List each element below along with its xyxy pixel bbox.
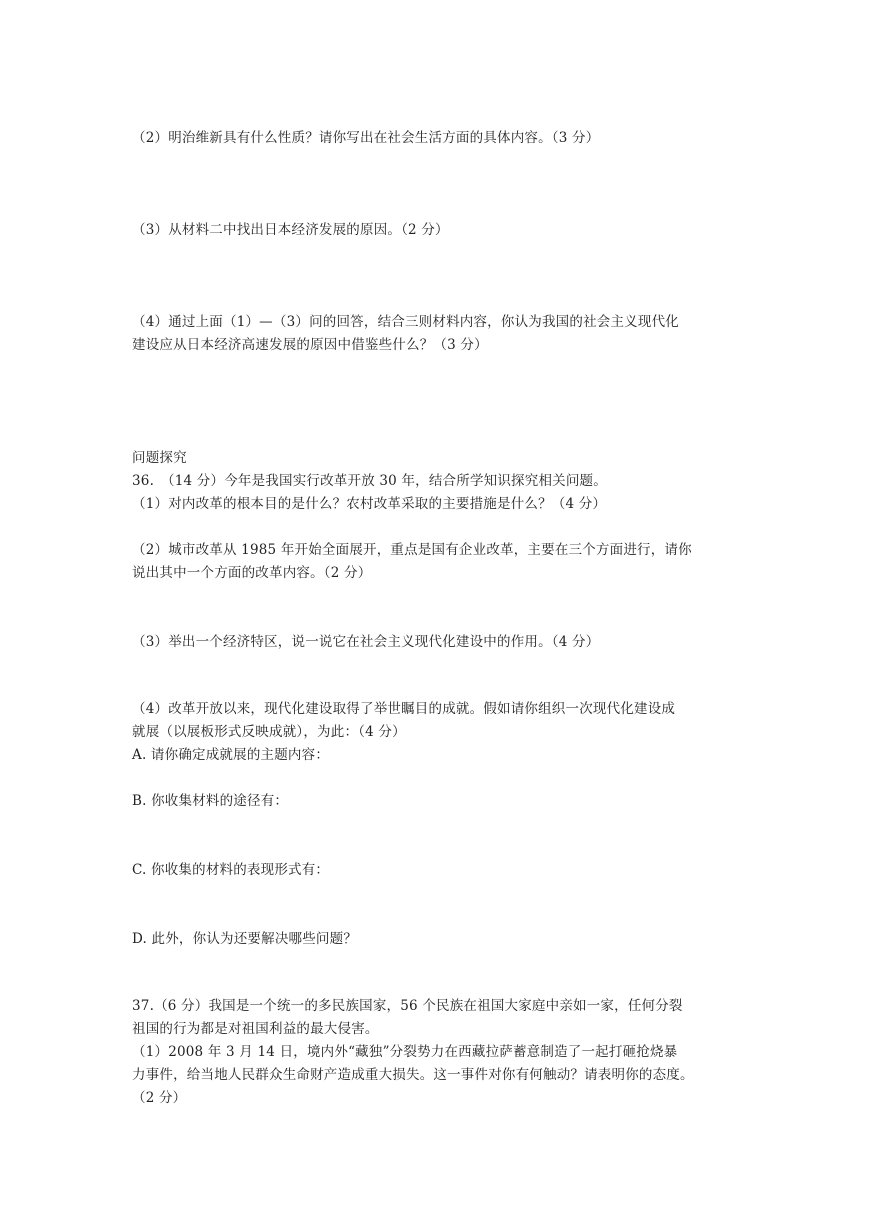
q36-part2-line1: （2）城市改革从 1985 年开始全面展开，重点是国有企业改革，主要在三个方面进行，请你 [132, 542, 692, 558]
q36-part4-line1: （4）改革开放以来，现代化建设取得了举世瞩目的成就。假如请你组织一次现代化建设成 [132, 701, 676, 717]
q35-part3: （3）从材料二中找出日本经济发展的原因。（2 分） [132, 222, 449, 238]
q37-stem-line1: 37.（6 分）我国是一个统一的多民族国家，56 个民族在祖国大家庭中亲如一家，任何分裂 [132, 998, 683, 1014]
q35-part2: （2）明治维新具有什么性质？请你写出在社会生活方面的具体内容。（3 分） [132, 130, 600, 146]
q36-part1: （1）对内改革的根本目的是什么？农村改革采取的主要措施是什么？（4 分） [132, 496, 607, 512]
q35-part4-line2: 建设应从日本经济高速发展的原因中借鉴些什么？（3 分） [132, 337, 488, 353]
q37-part1-line3: （2 分） [132, 1090, 187, 1106]
q36-part3: （3）举出一个经济特区，说一说它在社会主义现代化建设中的作用。（4 分） [132, 634, 600, 650]
section-heading: 问题探究 [132, 450, 187, 466]
q36-item-b: B. 你收集材料的途径有： [132, 793, 289, 809]
q37-part1-line1: （1）2008 年 3 月 14 日，境内外“藏独”分裂势力在西藏拉萨蓄意制造了一起打砸抢烧暴 [132, 1044, 678, 1060]
q36-item-c: C. 你收集的材料的表现形式有： [132, 862, 330, 878]
q37-part1-line2: 力事件，给当地人民群众生命财产造成重大损失。这一事件对你有何触动？请表明你的态度。 [132, 1067, 694, 1083]
q36-item-d: D. 此外，你认为还要解决哪些问题？ [132, 931, 358, 947]
q36-part2-line2: 说出其中一个方面的改革内容。（2 分） [132, 565, 372, 581]
q35-part4-line1: （4）通过上面（1）—（3）问的回答，结合三则材料内容，你认为我国的社会主义现代化 [132, 314, 679, 330]
q36-item-a: A. 请你确定成就展的主题内容： [132, 747, 330, 763]
q37-stem-line2: 祖国的行为都是对祖国利益的最大侵害。 [132, 1021, 379, 1037]
q36-part4-line2: 就展（以展板形式反映成就），为此：（4 分） [132, 724, 406, 740]
q36-stem: 36. （14 分）今年是我国实行改革开放 30 年，结合所学知识探究相关问题。 [132, 473, 607, 489]
